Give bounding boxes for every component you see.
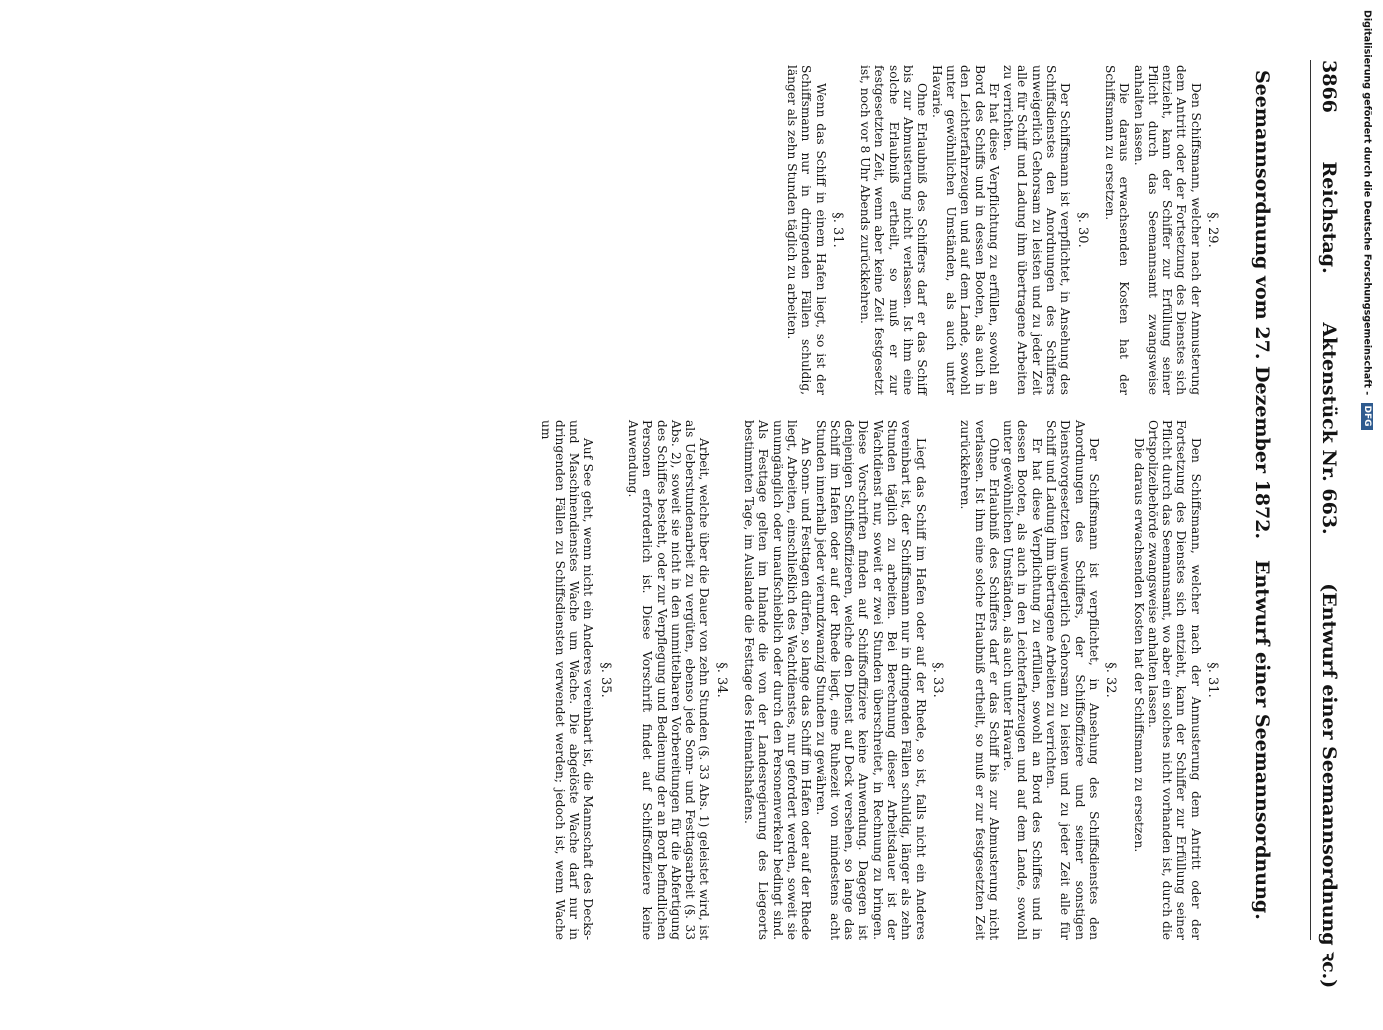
section-heading: §. 31. [829, 212, 845, 248]
right-section [742, 420, 944, 940]
section-paragraph: Den Schiffsmann, welcher nach der Anmusterung dem Antritt oder der Fortsetzung des Dienstes sich entzieht, kann der Schiffer zur Erfüllung seiner Pflicht durch das Seemannsamt zwangsweise anhalten lassen. [1131, 65, 1203, 395]
left-section [1103, 65, 1219, 395]
left-column-title: Seemannsordnung vom 27. Dezember 1872. [1251, 70, 1273, 540]
right-column [538, 420, 1233, 940]
section-paragraph: Wenn das Schiff in einem Hafen liegt, so ist der Schiffsmann nur in dringenden Fällen schuldig, länger als zehn Stunden täglich zu arbeiten. [784, 65, 828, 395]
section-paragraph: Ohne Erlaubniß des Schiffers darf er das Schiff bis zur Abmusterung nicht verlassen. Ist ihm eine solche Erlaubniß ertheilt, so muß er zur festgesetzten Zeit zurückkehren. [958, 420, 1001, 940]
section-heading: §. 35. [597, 662, 613, 698]
section-heading: §. 32. [1103, 662, 1119, 698]
section-paragraph: Er hat diese Verpflichtung zu erfüllen, sowohl an Bord des Schiffs und in dessen Booten, als auch in den Leichterfahrzeugen und auf dem Lande, sowohl unter gewöhnlichen Umständen, als auch unter Havarie. [929, 65, 1001, 395]
header-rule [1310, 60, 1311, 940]
section-paragraph: Auf See geht, wenn nicht ein Anderes vereinbart ist, die Mannschaft des Decks- und Maschinendienstes Wache um Wache. Die abgelöste Wache darf nur in dringenden Fällen zu Schiffsdiensten verwendet werden; jedoch ist, wenn Wache um [538, 420, 596, 940]
publisher: Reichstag. [1318, 161, 1340, 274]
section-paragraph: Den Schiffsmann, welcher nach der Anmusterung dem Antritt oder der Fortsetzung des Dienstes sich entzieht, kann der Schiffer zur Erfüllung seiner Pflicht durch das Seemannsamt, wo aber ein solches nicht vorhanden ist, durch die Ortspolizeibehörde zwangsweise anhalten lassen. [1145, 420, 1203, 940]
dfg-logo: DFG [1361, 403, 1373, 430]
section-heading: §. 34. [713, 662, 729, 698]
right-column-title: Entwurf einer Seemannsordnung. [1251, 560, 1273, 920]
digitization-note-text: Digitalisierung gefördert durch die Deutsche Forschungsgemeinschaft - [1361, 10, 1373, 396]
page-header [1317, 60, 1343, 989]
section-paragraph: Der Schiffsmann ist verpflichtet, in Ansehung des Schiffsdienstes den Anordnungen des Schiffers, der Schiffsoffiziere und seiner sonstigen Dienstvorgesetzten unweigerlich Gehorsam zu leisten und zu jeder Zeit alle für Schiff und Ladung ihm übertragene Arbeiten zu verrichten. [1044, 420, 1101, 940]
page-number: 3866 [1318, 60, 1340, 113]
section-heading: §. 29. [1205, 212, 1220, 248]
right-section [958, 420, 1117, 940]
section-heading: §. 33. [929, 662, 945, 698]
section-paragraph: An Sonn- und Festtagen dürfen, so lange das Schiff im Hafen oder auf der Rhede liegt, Arbeiten, einschließlich des Wachtdienstes, nur gefordert werden, soweit sie unumgänglich oder unaufschieblich oder durch den Personenverkehr bedingt sind. Als Festtage gelten im Inlande die von der Landesregierung des Liegeorts bestimmten Tage, im Auslande die Festtage des Heimathshafens. [742, 420, 814, 940]
right-section [538, 420, 611, 940]
section-heading: §. 30. [1074, 212, 1090, 248]
digitization-note [1361, 10, 1373, 910]
section-heading: §. 31. [1205, 662, 1220, 698]
section-paragraph: Liegt das Schiff im Hafen oder auf der Rhede, so ist, falls nicht ein Anderes vereinbart ist, der Schiffsmann nur in dringenden Fällen schuldig, länger als zehn Stunden täglich zu arbeiten. Bei Berechnung dieser Arbeitsdauer ist der Wachtdienst nur, soweit er zwei Stunden überschreitet, in Rechnung zu bringen. Diese Vorschriften finden auf Schiffsoffiziere keine Anwendung. Dagegen ist denjenigen Schiffsoffizieren, welche den Dienst auf Deck versehen, so lange das Schiff im Hafen oder auf der Rhede liegt, eine Ruhezeit von mindestens acht Stunden innerhalb jeder vierundzwanzig Stunden zu gewähren. [813, 420, 928, 940]
section-paragraph: Die daraus erwachsenden Kosten hat der Schiffsmann zu ersetzen. [1102, 65, 1132, 395]
section-paragraph: Der Schiffsmann ist verpflichtet, in Ansehung des Schiffsdienstes den Anordnungen des Schiffers unweigerlich Gehorsam zu leisten und zu jeder Zeit alle für Schiff und Ladung ihm übertragene Arbeiten zu verrichten. [1001, 65, 1073, 395]
section-paragraph: Die daraus erwachsenden Kosten hat der Schiffsmann zu ersetzen. [1131, 438, 1146, 853]
section-paragraph: Arbeit, welche über die Dauer von zehn Stunden (§. 33 Abs. 1) geleistet wird, ist als Ueberstundenarbeit zu vergüten, ebenso jede Sonn- und Festtagsarbeit (§. 33 Abs. 2), soweit sie nicht in den unmittelbaren Vorbereitungen für die Abfertigung des Schiffes besteht, oder zur Verpflegung und Bedienung der an Bord befindlichen Personen erforderlich ist. Diese Vorschrift findet auf Schiffsoffiziere keine Anwendung. [626, 420, 712, 940]
right-section [626, 420, 728, 940]
document-number: Aktenstück Nr. 663. [1318, 322, 1340, 535]
left-section [785, 65, 844, 395]
section-paragraph: Ohne Erlaubniß des Schiffers darf er das Schiff bis zur Abmusterung nicht verlassen. Ist ihm eine solche Erlaubniß ertheilt, so muß er zur festgesetzten Zeit, wenn aber keine Zeit festgesetzt ist, noch vor 8 Uhr Abends zurückkehren. [858, 65, 930, 395]
left-column [785, 65, 1233, 395]
right-section [1131, 420, 1219, 940]
document-subtitle: (Entwurf einer Seemannsordnung ꝛc.) [1318, 583, 1340, 989]
section-paragraph: Er hat diese Verpflichtung zu erfüllen, sowohl an Bord des Schiffes und in dessen Booten, als auch in den Leichterfahrzeugen und auf dem Lande, sowohl unter gewöhnlichen Umständen, als auch unter Havarie. [1001, 420, 1044, 940]
left-section [858, 65, 1089, 395]
